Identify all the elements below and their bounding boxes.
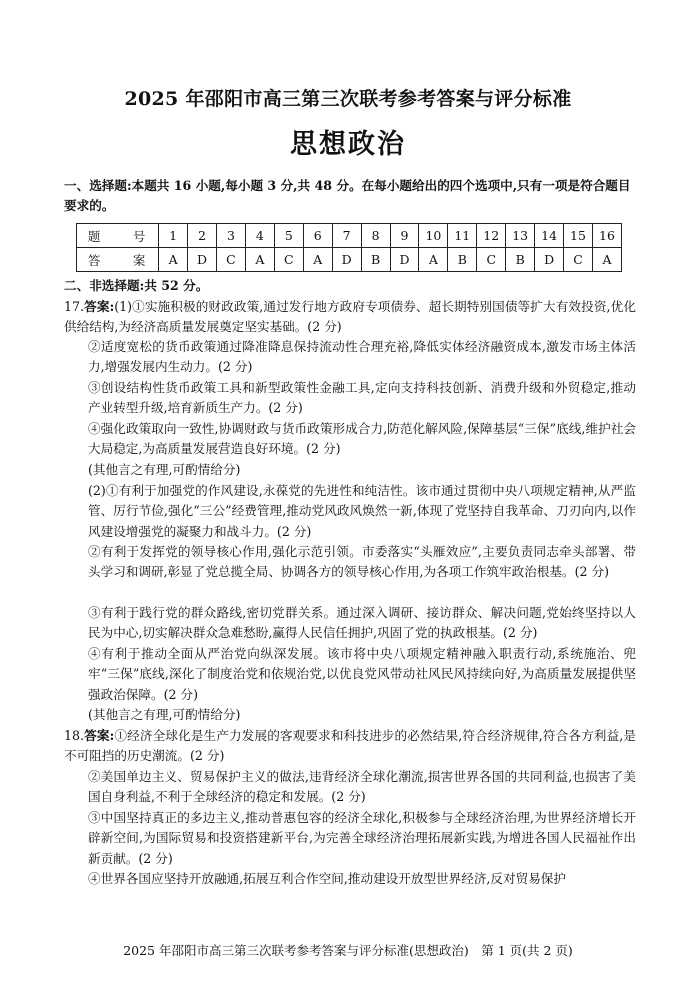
q17-first-line [64, 297, 636, 338]
question-number: 11 [448, 224, 477, 248]
q18-point4: ④世界各国应坚持开放融通,拓展互利合作空间,推动建设开放型世界经济,反对贸易保护 [88, 871, 566, 886]
q18-answer-label: 答案: [84, 728, 115, 743]
q17-part2-point3: ③有利于践行党的群众路线,密切党群关系。通过深入调研、接访群众、解决问题,党始终坚持以人民为中心,切实解决群众急难愁盼,赢得人民信任拥护,巩固了党的执政根基。(2 分) [88, 605, 636, 641]
answer-label: 答 案 [77, 248, 159, 272]
q18-point2: ②美国单边主义、贸易保护主义的做法,违背经济全球化潮流,损害世界各国的共同利益,也损害了美国自身利益,不利于全球经济的稳定和发展。(2 分) [88, 769, 636, 805]
answer-cell: C [216, 248, 245, 272]
answer-cell: B [506, 248, 535, 272]
question-number: 2 [188, 224, 217, 248]
q17-part1-point2: ②适度宽松的货币政策通过降准降息保持流动性合理充裕,降低实体经济融资成本,激发市场主体活力,增强发展内生动力。(2 分) [88, 339, 636, 375]
question-number: 3 [216, 224, 245, 248]
question-number: 6 [303, 224, 332, 248]
q17-part2-point1: (2)①有利于加强党的作风建设,永葆党的先进性和纯洁性。该市通过贯彻中央八项规定精神,从严监管、厉行节俭,强化“三公”经费管理,推动党风政风焕然一新,体现了党坚持自我革命、刀刃向内,以作风建设增强党的凝聚力和战斗力。(2 分) [88, 483, 636, 539]
question-number: 1 [159, 224, 188, 248]
answer-cell: D [188, 248, 217, 272]
q18-number: 18. [64, 728, 85, 743]
answer-table-answer-row [77, 248, 622, 272]
question-number: 16 [592, 224, 621, 248]
question-number: 8 [361, 224, 390, 248]
answer-cell: B [361, 248, 390, 272]
q17-part1-point4: ④强化政策取向一致性,协调财政与货币政策形成合力,防范化解风险,保障基层“三保”底线,维护社会大局稳定,为高质量发展营造良好环境。(2 分) [88, 421, 636, 457]
document-title: 2025 年邵阳市高三第三次联考参考答案与评分标准 [124, 88, 572, 110]
q17-number: 17. [64, 299, 85, 314]
answer-cell: A [245, 248, 274, 272]
answer-cell: D [535, 248, 564, 272]
q18-point3: ③中国坚持真正的多边主义,推动普惠包容的经济全球化,积极参与全球经济治理,为世界经济增长开辟新空间,为国际贸易和投资搭建新平台,为完善全球经济治理拓展新实践,为增进各国人民福祉作出新贡献。(2 分) [88, 810, 636, 866]
question-number: 12 [477, 224, 506, 248]
number-label: 题 号 [77, 224, 159, 248]
q17-answer-label: 答案: [84, 299, 115, 314]
q18-first-line [64, 726, 636, 767]
answer-cell: A [303, 248, 332, 272]
question-number: 14 [535, 224, 564, 248]
answer-cell: C [274, 248, 303, 272]
question-number: 15 [564, 224, 593, 248]
q18-point1: ①经济全球化是生产力发展的客观要求和科技进步的必然结果,符合经济规律,符合各方利益,是不可阻挡的历史潮流。(2 分) [64, 728, 637, 764]
answer-cell: A [592, 248, 621, 272]
answer-table-number-row [77, 224, 622, 248]
question-number: 9 [390, 224, 419, 248]
q17-part1-point1: (1)①实施积极的财政政策,通过发行地方政府专项债券、超长期特别国债等扩大有效投资,优化供给结构,为经济高质量发展奠定坚实基础。(2 分) [64, 299, 636, 335]
question-number: 7 [332, 224, 361, 248]
question-number: 13 [506, 224, 535, 248]
answer-cell: C [564, 248, 593, 272]
answer-cell: B [448, 248, 477, 272]
q17-part1-point3: ③创设结构性货币政策工具和新型政策性金融工具,定向支持科技创新、消费升级和外贸稳定,推动产业转型升级,培育新质生产力。(2 分) [88, 380, 636, 416]
q17-part2-point2: ②有利于发挥党的领导核心作用,强化示范引领。市委落实“头雁效应”,主要负责同志牵头部署、带头学习和调研,彰显了党总揽全局、协调各方的领导核心作用,为各项工作筑牢政治根基。(2 分) [88, 544, 636, 580]
question-number: 4 [245, 224, 274, 248]
q17-part2-point4: ④有利于推动全面从严治党向纵深发展。该市将中央八项规定精神融入职责行动,系统施治、兜牢“三保”底线,深化了制度治党和依规治党,以优良党风带动社风民风持续向好,为高质量发展提供坚强政治保障。(2 分) [88, 646, 636, 702]
answer-table [76, 223, 622, 272]
question-number: 10 [419, 224, 448, 248]
answer-cell: A [159, 248, 188, 272]
question-number: 5 [274, 224, 303, 248]
q17-part2-note: (其他言之有理,可酌情给分) [88, 707, 241, 722]
section2-heading: 二、非选择题:共 52 分。 [64, 278, 209, 293]
q17-part1-note: (其他言之有理,可酌情给分) [88, 462, 241, 477]
section1-heading: 一、选择题:本题共 16 小题,每小题 3 分,共 48 分。在每小题给出的四个选项中,只有一项是符合题目要求的。 [64, 178, 631, 214]
answer-cell: C [477, 248, 506, 272]
subject-title: 思想政治 [290, 129, 406, 160]
answer-cell: D [390, 248, 419, 272]
page-footer: 2025 年邵阳市高三第三次联考参考答案与评分标准(思想政治) 第 1 页(共 2 页) [123, 943, 573, 958]
answer-cell: A [419, 248, 448, 272]
answer-cell: D [332, 248, 361, 272]
